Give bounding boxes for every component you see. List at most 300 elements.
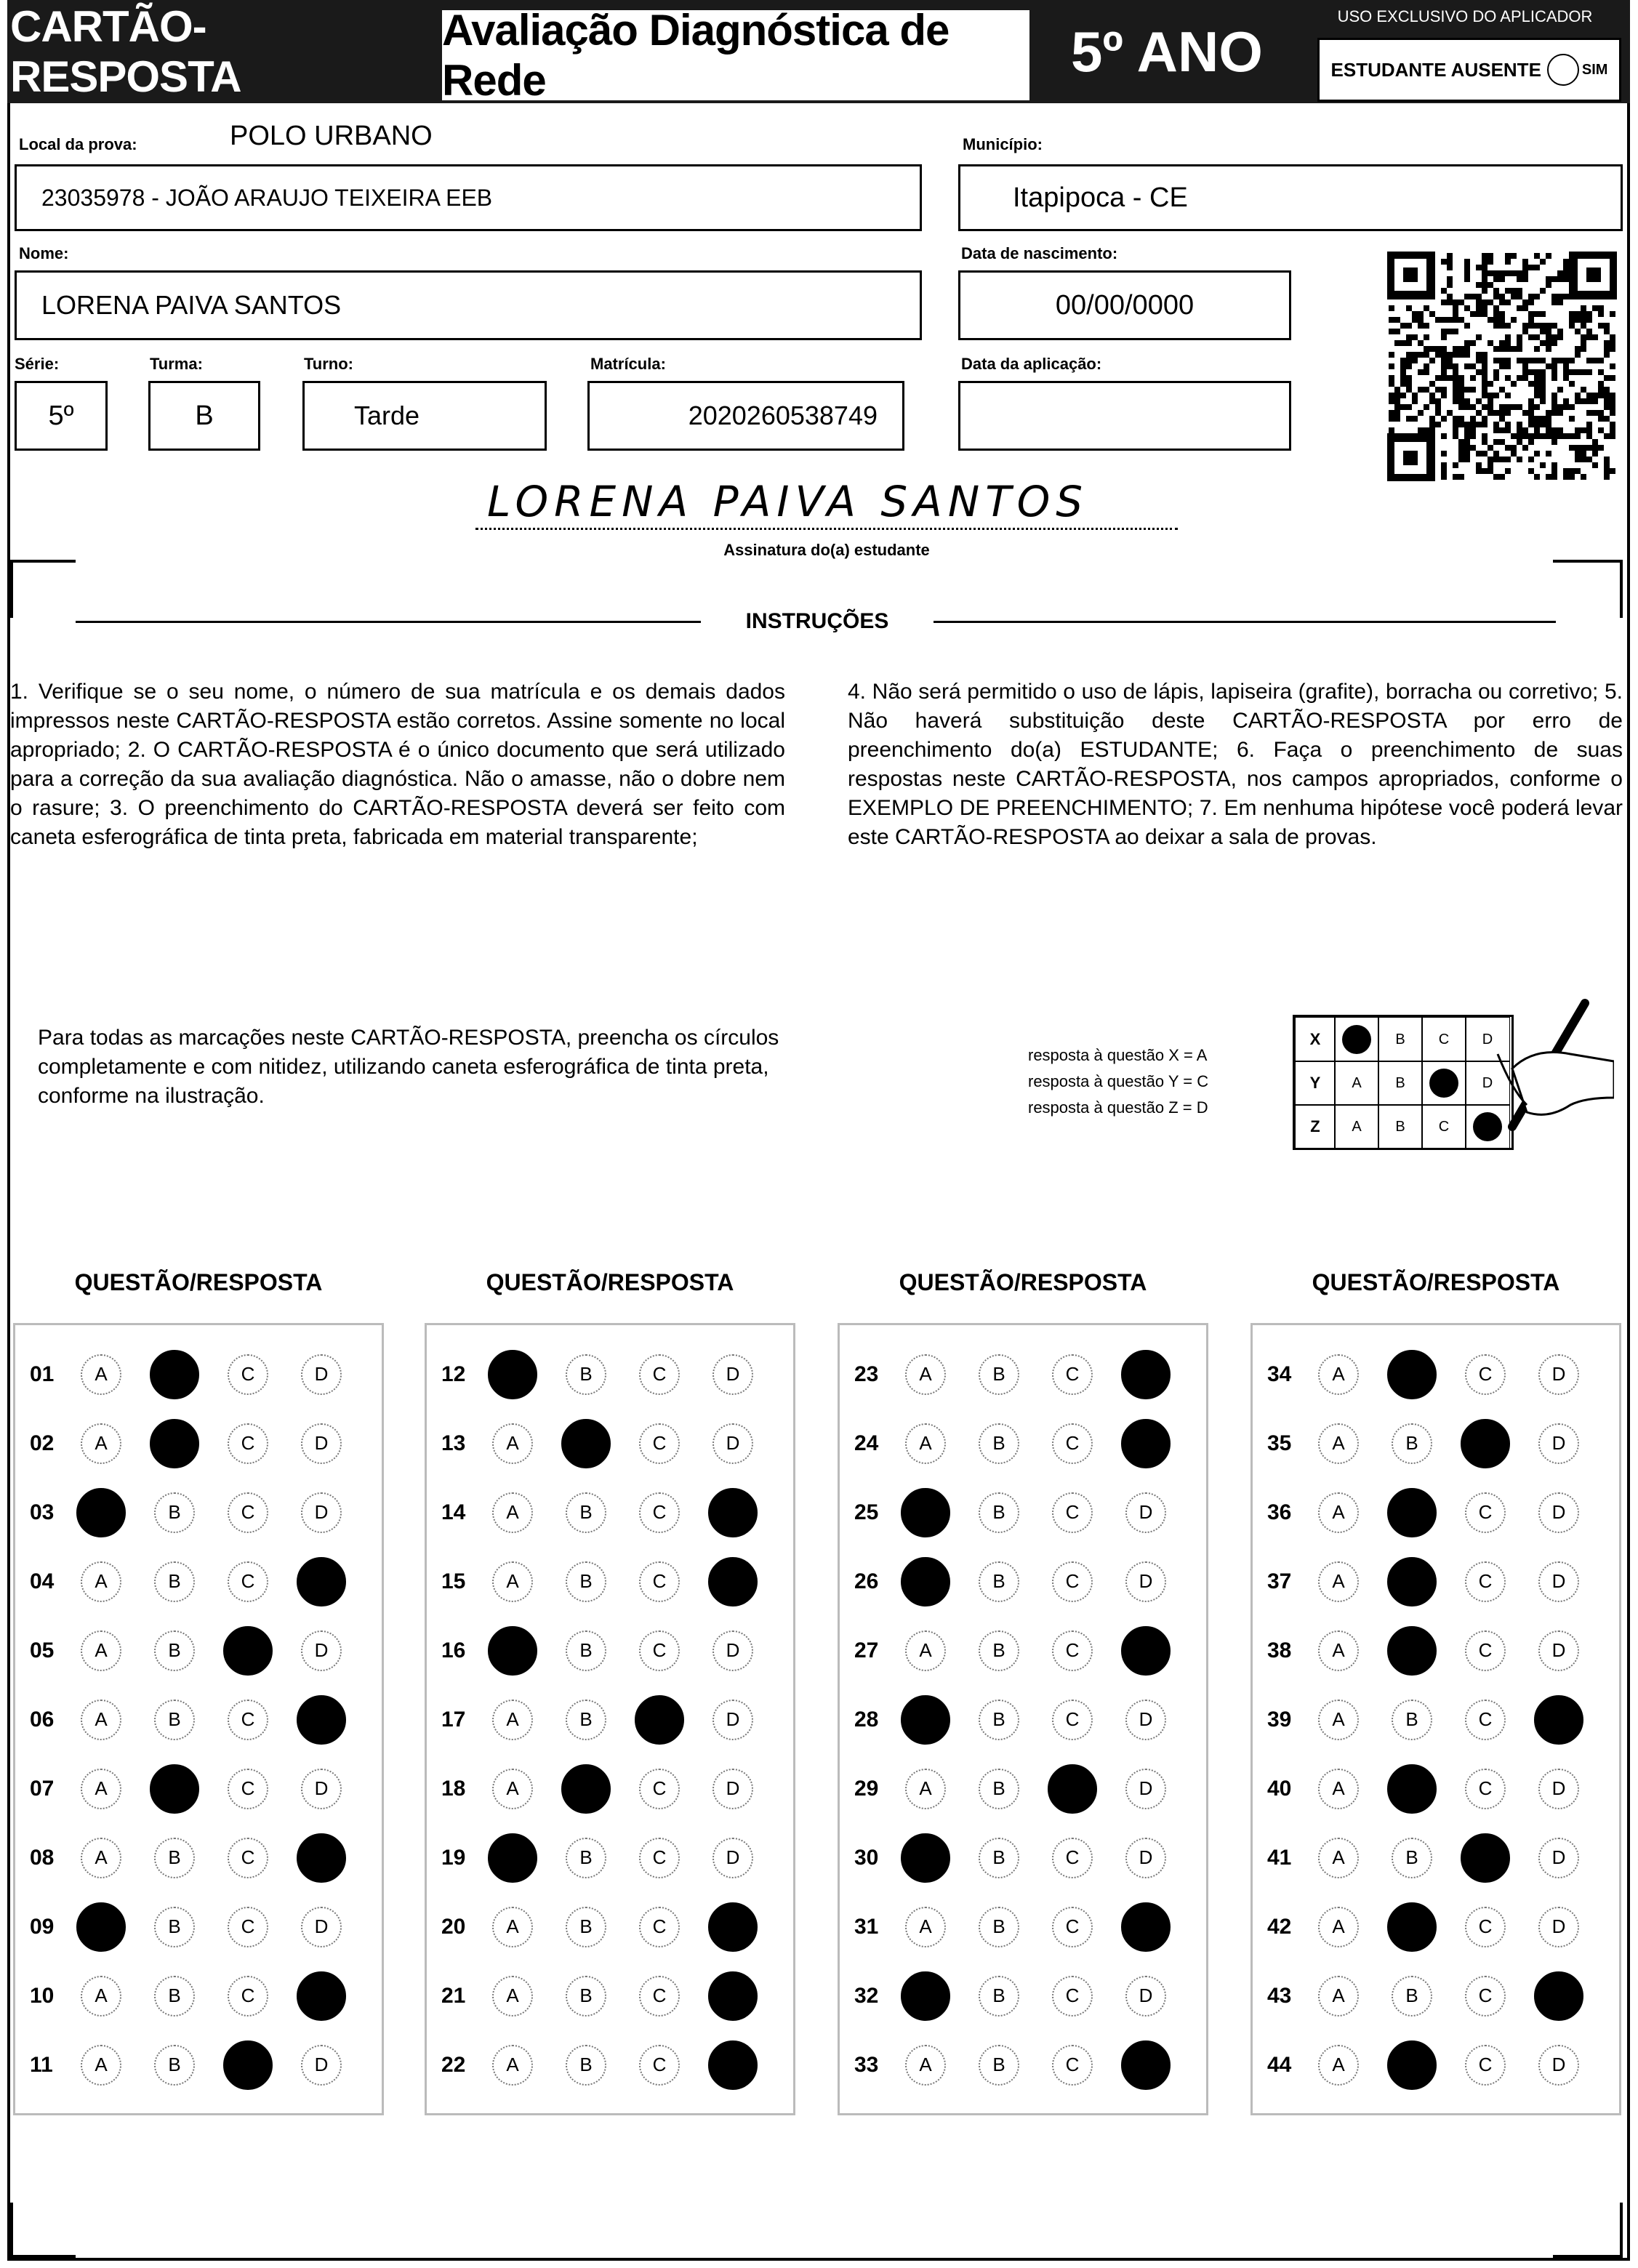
answer-bubble-a[interactable]: A — [1318, 1700, 1359, 1740]
answer-bubble-c[interactable]: C — [639, 1354, 680, 1395]
answer-bubble-a[interactable]: A — [1318, 2045, 1359, 2086]
serie-value: 5º — [48, 400, 74, 431]
answer-bubble-b[interactable] — [1387, 2040, 1437, 2090]
question-row — [1253, 1547, 1619, 1616]
answer-bubble-b[interactable]: B — [566, 1838, 606, 1878]
answer-bubble-a[interactable]: A — [492, 2045, 533, 2086]
signature-label: Assinatura do(a) estudante — [723, 541, 930, 559]
answer-bubble-b[interactable]: B — [979, 1561, 1019, 1602]
question-row — [1253, 1823, 1619, 1892]
answer-bubble-b[interactable]: B — [154, 1492, 195, 1533]
answer-bubble-a[interactable]: A — [492, 1700, 533, 1740]
question-row — [840, 2030, 1206, 2099]
question-row — [15, 1340, 382, 1409]
answer-bubble-b[interactable]: B — [154, 1700, 195, 1740]
answer-bubble-a[interactable]: A — [1318, 1561, 1359, 1602]
question-number: 11 — [30, 2052, 53, 2077]
serie-label: Série: — [15, 355, 60, 373]
question-row — [15, 1892, 382, 1961]
answer-bubble-d[interactable]: D — [1538, 1561, 1579, 1602]
answer-bubble-b[interactable] — [561, 1764, 611, 1814]
answer-bubble-d[interactable]: D — [301, 1630, 342, 1671]
question-row — [1253, 1616, 1619, 1685]
answer-bubble-d[interactable] — [1121, 2040, 1171, 2090]
answer-bubble-d[interactable] — [297, 1833, 346, 1883]
question-number: 13 — [441, 1431, 466, 1455]
corner-mark-bottom-right — [1553, 2203, 1623, 2258]
answer-bubble-b[interactable]: B — [979, 1838, 1019, 1878]
answer-bubble-a[interactable]: A — [1318, 1630, 1359, 1671]
answer-bubble-b[interactable]: B — [154, 1561, 195, 1602]
answer-bubble-c[interactable]: C — [1052, 1700, 1093, 1740]
answer-bubble-d[interactable]: D — [1538, 1907, 1579, 1947]
nome-field — [15, 270, 922, 340]
qr-code — [1387, 252, 1617, 481]
question-number: 39 — [1267, 1707, 1292, 1732]
answer-bubble-c[interactable]: C — [1052, 1354, 1093, 1395]
question-number: 15 — [441, 1569, 466, 1593]
answer-bubble-d[interactable] — [708, 1971, 758, 2021]
answer-bubble-c[interactable] — [1048, 1764, 1097, 1814]
answer-bubble-c[interactable] — [223, 1626, 273, 1676]
answer-bubble-b[interactable] — [150, 1350, 199, 1399]
answer-bubble-d[interactable] — [708, 1902, 758, 1952]
answer-column — [13, 1323, 384, 2115]
answer-bubble-b[interactable] — [150, 1764, 199, 1814]
question-row — [840, 1685, 1206, 1754]
answer-bubble-c[interactable] — [1461, 1833, 1510, 1883]
example-option-c: C — [1421, 1104, 1466, 1149]
answer-bubble-a[interactable]: A — [905, 1630, 946, 1671]
answer-bubble-c[interactable]: C — [639, 1423, 680, 1464]
school-field — [15, 164, 922, 231]
answer-bubble-a[interactable] — [901, 1971, 950, 2021]
question-number: 17 — [441, 1707, 466, 1732]
answer-bubble-d[interactable] — [297, 1695, 346, 1745]
example-row-label: X — [1295, 1017, 1336, 1062]
answer-bubble-b[interactable]: B — [154, 1630, 195, 1671]
answer-bubble-a[interactable] — [76, 1902, 126, 1952]
example-option-d: D — [1465, 1061, 1510, 1106]
answer-bubble-b[interactable] — [1387, 1557, 1437, 1606]
answer-bubble-d[interactable]: D — [712, 1354, 753, 1395]
answer-bubble-c[interactable]: C — [1465, 1907, 1506, 1947]
question-number: 27 — [854, 1638, 879, 1662]
question-row — [840, 1892, 1206, 1961]
question-row — [1253, 1961, 1619, 2030]
answer-bubble-b[interactable]: B — [1392, 1700, 1432, 1740]
question-number: 18 — [441, 1776, 466, 1801]
question-row — [15, 1616, 382, 1685]
signature-line — [475, 528, 1178, 530]
answer-bubble-b[interactable]: B — [979, 1907, 1019, 1947]
school-value: 23035978 - JOÃO ARAUJO TEIXEIRA EEB — [41, 184, 493, 211]
aplicacao-label: Data da aplicação: — [961, 355, 1102, 373]
answer-bubble-b[interactable]: B — [979, 1354, 1019, 1395]
answer-bubble-c[interactable]: C — [228, 1354, 268, 1395]
answer-bubble-c[interactable]: C — [228, 1561, 268, 1602]
question-number: 23 — [854, 1362, 879, 1386]
answer-bubble-c[interactable]: C — [1052, 1492, 1093, 1533]
nascimento-value: 00/00/0000 — [1055, 289, 1195, 321]
example-option-a: A — [1334, 1061, 1379, 1106]
answer-bubble-a[interactable]: A — [492, 1423, 533, 1464]
answer-bubble-b[interactable]: B — [979, 1492, 1019, 1533]
answer-bubble-b[interactable]: B — [1392, 1976, 1432, 2016]
question-number: 32 — [854, 1983, 879, 2008]
answer-bubble-d[interactable]: D — [1538, 1354, 1579, 1395]
answer-bubble-b[interactable]: B — [154, 1976, 195, 2016]
answer-bubble-b[interactable] — [1387, 1626, 1437, 1676]
answer-bubble-c[interactable]: C — [1465, 1492, 1506, 1533]
answer-bubble-a[interactable]: A — [905, 1907, 946, 1947]
question-row — [840, 1754, 1206, 1823]
answer-bubble-d[interactable]: D — [301, 1492, 342, 1533]
answer-bubble-c[interactable] — [223, 2040, 273, 2090]
question-number: 14 — [441, 1500, 466, 1524]
answer-bubble-c[interactable]: C — [639, 1976, 680, 2016]
answer-bubble-c[interactable]: C — [1465, 2045, 1506, 2086]
instr-rule-left — [76, 621, 701, 623]
answer-bubble-b[interactable]: B — [566, 1630, 606, 1671]
question-row — [1253, 1478, 1619, 1547]
answer-column-header: QUESTÃO/RESPOSTA — [486, 1269, 734, 1295]
answer-bubble-d[interactable] — [1534, 1971, 1583, 2021]
aplicacao-field[interactable] — [958, 381, 1291, 451]
answer-bubble-d[interactable] — [1121, 1902, 1171, 1952]
answer-bubble-d[interactable] — [1121, 1626, 1171, 1676]
legend-y: resposta à questão Y = C — [1028, 1072, 1209, 1090]
answer-bubble-c[interactable]: C — [228, 1769, 268, 1809]
question-number: 21 — [441, 1983, 466, 2008]
legend-z: resposta à questão Z = D — [1028, 1098, 1208, 1117]
question-number: 12 — [441, 1362, 466, 1386]
question-number: 37 — [1267, 1569, 1292, 1593]
question-row — [1253, 2030, 1619, 2099]
answer-bubble-c[interactable]: C — [228, 1492, 268, 1533]
question-row — [427, 1340, 793, 1409]
answer-bubble-c[interactable]: C — [228, 1423, 268, 1464]
answer-bubble-b[interactable]: B — [979, 2045, 1019, 2086]
question-number: 28 — [854, 1707, 879, 1732]
answer-bubble-b[interactable]: B — [566, 1561, 606, 1602]
answer-bubble-a[interactable]: A — [81, 1976, 121, 2016]
answer-bubble-a[interactable]: A — [81, 1354, 121, 1395]
question-number: 08 — [30, 1845, 55, 1870]
answer-bubble-d[interactable]: D — [712, 1630, 753, 1671]
instructions-left: 1. Verifique se o seu nome, o número de sua matrícula e os demais dados impressos neste CARTÃO-RESPOSTA estão corretos. Assine somente no local apropriado; 2. O CARTÃO-RESPOSTA é o único documento que será utilizado para a correção da sua avaliação diagnóstica. Não o amasse, não o dobre nem o rasure; 3. O preenchimento do CARTÃO-RESPOSTA deverá ser feito com caneta esferográfica de tinta preta, fabricada em material transparente; — [10, 680, 785, 849]
example-option-b: B — [1378, 1017, 1423, 1062]
answer-bubble-d[interactable]: D — [301, 1907, 342, 1947]
turma-value: B — [195, 400, 214, 431]
answer-bubble-d[interactable]: D — [301, 2045, 342, 2086]
municipio-value: Itapipoca - CE — [1013, 182, 1188, 213]
example-row-label: Z — [1295, 1104, 1336, 1149]
question-number: 16 — [441, 1638, 466, 1662]
answer-bubble-a[interactable] — [488, 1833, 537, 1883]
answer-bubble-b[interactable]: B — [979, 1976, 1019, 2016]
answer-bubble-d[interactable]: D — [712, 1700, 753, 1740]
answer-bubble-b[interactable]: B — [1392, 1423, 1432, 1464]
question-number: 34 — [1267, 1362, 1292, 1386]
answer-bubble-c[interactable] — [635, 1695, 684, 1745]
answer-bubble-a[interactable]: A — [1318, 1907, 1359, 1947]
example-filled-bubble — [1429, 1069, 1458, 1098]
question-row — [427, 1685, 793, 1754]
question-row — [840, 1961, 1206, 2030]
answer-bubble-a[interactable]: A — [1318, 1354, 1359, 1395]
applicator-label: USO EXCLUSIVO DO APLICADOR — [1337, 7, 1593, 25]
matricula-value: 2020260538749 — [688, 401, 878, 430]
question-number: 43 — [1267, 1983, 1292, 2008]
answer-bubble-d[interactable]: D — [301, 1423, 342, 1464]
answer-bubble-c[interactable] — [1461, 1419, 1510, 1468]
example-text: Para todas as marcações neste CARTÃO-RESPOSTA, preencha os círculos completamente e com nitidez, utilizando caneta esferográfica de tinta preta, conforme na ilustração. — [38, 1026, 779, 1108]
answer-bubble-b[interactable]: B — [154, 2045, 195, 2086]
example-row-label: Y — [1295, 1061, 1336, 1106]
nascimento-field — [958, 270, 1291, 340]
answer-bubble-a[interactable]: A — [905, 1354, 946, 1395]
answer-bubble-d[interactable] — [297, 1971, 346, 2021]
answer-bubble-c[interactable]: C — [639, 1838, 680, 1878]
example-option-b: B — [1378, 1104, 1423, 1149]
answer-bubble-c[interactable]: C — [1052, 1630, 1093, 1671]
answer-bubble-c[interactable]: C — [639, 1492, 680, 1533]
matricula-label: Matrícula: — [590, 355, 666, 373]
answer-bubble-c[interactable]: C — [1052, 1907, 1093, 1947]
answer-bubble-b[interactable]: B — [566, 1907, 606, 1947]
answer-bubble-b[interactable]: B — [566, 1700, 606, 1740]
legend-x: resposta à questão X = A — [1028, 1046, 1208, 1064]
answer-bubble-d[interactable]: D — [301, 1354, 342, 1395]
answer-bubble-c[interactable]: C — [1465, 1354, 1506, 1395]
answer-bubble-a[interactable]: A — [492, 1976, 533, 2016]
example-option-d: D — [1465, 1017, 1510, 1062]
example-filled-bubble — [1342, 1025, 1371, 1054]
answer-bubble-d[interactable] — [1121, 1350, 1171, 1399]
answer-bubble-b[interactable]: B — [566, 1354, 606, 1395]
answer-bubble-d[interactable]: D — [712, 1769, 753, 1809]
corner-mark-bottom-left — [10, 2203, 76, 2258]
turno-label: Turno: — [304, 355, 354, 373]
question-row — [1253, 1685, 1619, 1754]
question-row — [427, 1823, 793, 1892]
answer-bubble-c[interactable]: C — [1052, 1423, 1093, 1464]
answer-bubble-d[interactable]: D — [1538, 1838, 1579, 1878]
question-number: 24 — [854, 1431, 879, 1455]
answer-bubble-d[interactable]: D — [301, 1769, 342, 1809]
question-number: 41 — [1267, 1845, 1292, 1870]
question-number: 25 — [854, 1500, 879, 1524]
answer-bubble-c[interactable]: C — [639, 2045, 680, 2086]
answer-bubble-d[interactable]: D — [1125, 1700, 1166, 1740]
answer-bubble-a[interactable] — [901, 1488, 950, 1537]
question-number: 35 — [1267, 1431, 1292, 1455]
turma-field — [148, 381, 260, 451]
answer-bubble-d[interactable]: D — [1538, 1630, 1579, 1671]
answer-bubble-a[interactable] — [76, 1488, 126, 1537]
answer-bubble-d[interactable]: D — [1125, 1561, 1166, 1602]
answer-bubble-a[interactable]: A — [1318, 1838, 1359, 1878]
answer-bubble-d[interactable]: D — [1538, 1769, 1579, 1809]
answer-bubble-d[interactable] — [708, 1557, 758, 1606]
answer-bubble-c[interactable]: C — [639, 1907, 680, 1947]
question-row — [840, 1409, 1206, 1478]
example-option-a: A — [1334, 1104, 1379, 1149]
answer-bubble-b[interactable]: B — [979, 1423, 1019, 1464]
answer-bubble-c[interactable]: C — [1465, 1630, 1506, 1671]
question-row — [15, 1685, 382, 1754]
question-row — [427, 1478, 793, 1547]
answer-column-header: QUESTÃO/RESPOSTA — [899, 1269, 1147, 1295]
answer-bubble-c[interactable]: C — [1465, 1976, 1506, 2016]
exam-title: Avaliação Diagnóstica de Rede — [442, 10, 1029, 100]
answer-bubble-c[interactable]: C — [228, 1838, 268, 1878]
answer-bubble-d[interactable]: D — [712, 1838, 753, 1878]
answer-bubble-a[interactable] — [901, 1557, 950, 1606]
question-row — [427, 1961, 793, 2030]
answer-bubble-d[interactable]: D — [1538, 1492, 1579, 1533]
answer-bubble-a[interactable]: A — [1318, 1423, 1359, 1464]
answer-bubble-c[interactable]: C — [639, 1561, 680, 1602]
answer-bubble-c[interactable]: C — [1052, 1976, 1093, 2016]
answer-bubble-d[interactable] — [1534, 1695, 1583, 1745]
answer-bubble-d[interactable] — [708, 2040, 758, 2090]
answer-bubble-c[interactable]: C — [1052, 2045, 1093, 2086]
answer-bubble-a[interactable]: A — [81, 1630, 121, 1671]
question-number: 01 — [30, 1362, 55, 1386]
answer-bubble-b[interactable]: B — [154, 1907, 195, 1947]
question-number: 30 — [854, 1845, 879, 1870]
question-row — [427, 1616, 793, 1685]
turma-label: Turma: — [150, 355, 203, 373]
answer-bubble-d[interactable]: D — [1125, 1492, 1166, 1533]
turno-field — [302, 381, 547, 451]
question-row — [840, 1547, 1206, 1616]
answer-column — [1250, 1323, 1621, 2115]
answer-bubble-d[interactable]: D — [1125, 1976, 1166, 2016]
question-number: 22 — [441, 2052, 466, 2077]
question-row — [1253, 1754, 1619, 1823]
answer-bubble-d[interactable]: D — [712, 1423, 753, 1464]
answer-bubble-b[interactable]: B — [566, 2045, 606, 2086]
answer-bubble-a[interactable] — [901, 1695, 950, 1745]
answer-bubble-c[interactable]: C — [1465, 1769, 1506, 1809]
question-row — [427, 2030, 793, 2099]
answer-bubble-a[interactable] — [901, 1833, 950, 1883]
question-number: 02 — [30, 1431, 55, 1455]
answer-bubble-b[interactable] — [1387, 1902, 1437, 1952]
answer-bubble-b[interactable]: B — [979, 1769, 1019, 1809]
question-number: 10 — [30, 1983, 55, 2008]
question-row — [15, 1547, 382, 1616]
instructions-title: INSTRUÇÕES — [745, 609, 889, 633]
corner-mark-top-right — [1553, 560, 1623, 618]
answer-bubble-b[interactable] — [561, 1419, 611, 1468]
answer-bubble-c[interactable]: C — [1052, 1838, 1093, 1878]
answer-bubble-a[interactable]: A — [492, 1492, 533, 1533]
answer-bubble-b[interactable]: B — [566, 1976, 606, 2016]
answer-bubble-c[interactable]: C — [228, 1907, 268, 1947]
question-number: 04 — [30, 1569, 55, 1593]
answer-bubble-b[interactable]: B — [1392, 1838, 1432, 1878]
answer-bubble-b[interactable] — [1387, 1488, 1437, 1537]
answer-bubble-a[interactable]: A — [905, 2045, 946, 2086]
answer-bubble-a[interactable]: A — [81, 2045, 121, 2086]
question-number: 06 — [30, 1707, 55, 1732]
question-number: 31 — [854, 1914, 879, 1939]
answer-bubble-a[interactable]: A — [905, 1769, 946, 1809]
question-number: 19 — [441, 1845, 466, 1870]
absent-bubble[interactable] — [1547, 54, 1579, 86]
answer-bubble-a[interactable]: A — [1318, 1769, 1359, 1809]
question-number: 40 — [1267, 1776, 1292, 1801]
nascimento-label: Data de nascimento: — [961, 244, 1118, 262]
answer-bubble-d[interactable]: D — [1538, 2045, 1579, 2086]
answer-bubble-d[interactable] — [708, 1488, 758, 1537]
answer-bubble-a[interactable]: A — [81, 1769, 121, 1809]
answer-column-header: QUESTÃO/RESPOSTA — [1312, 1269, 1560, 1295]
corner-mark-top-left — [10, 560, 76, 618]
question-number: 03 — [30, 1500, 55, 1524]
answer-bubble-c[interactable]: C — [1465, 1561, 1506, 1602]
answer-bubble-a[interactable]: A — [81, 1561, 121, 1602]
answer-bubble-b[interactable] — [1387, 1764, 1437, 1814]
question-number: 05 — [30, 1638, 55, 1662]
answer-bubble-a[interactable]: A — [492, 1907, 533, 1947]
answer-bubble-b[interactable]: B — [979, 1630, 1019, 1671]
answer-bubble-c[interactable]: C — [639, 1630, 680, 1671]
answer-bubble-c[interactable]: C — [228, 1976, 268, 2016]
answer-bubble-a[interactable]: A — [905, 1423, 946, 1464]
answer-bubble-d[interactable]: D — [1125, 1838, 1166, 1878]
answer-bubble-b[interactable]: B — [154, 1838, 195, 1878]
answer-bubble-d[interactable]: D — [1538, 1423, 1579, 1464]
question-row — [840, 1616, 1206, 1685]
nome-value: LORENA PAIVA SANTOS — [41, 290, 342, 320]
answer-bubble-a[interactable]: A — [81, 1700, 121, 1740]
answer-bubble-c[interactable]: C — [1052, 1561, 1093, 1602]
answer-bubble-c[interactable]: C — [639, 1769, 680, 1809]
answer-bubble-a[interactable]: A — [1318, 1976, 1359, 2016]
answer-bubble-d[interactable]: D — [1125, 1769, 1166, 1809]
question-number: 36 — [1267, 1500, 1292, 1524]
answer-bubble-c[interactable]: C — [228, 1700, 268, 1740]
answer-bubble-a[interactable]: A — [492, 1769, 533, 1809]
question-row — [840, 1340, 1206, 1409]
answer-bubble-c[interactable]: C — [1465, 1700, 1506, 1740]
municipio-field — [958, 164, 1623, 231]
answer-bubble-d[interactable] — [297, 1557, 346, 1606]
answer-bubble-a[interactable]: A — [81, 1838, 121, 1878]
question-row — [1253, 1340, 1619, 1409]
answer-column — [425, 1323, 795, 2115]
answer-bubble-a[interactable] — [488, 1626, 537, 1676]
answer-bubble-b[interactable]: B — [566, 1492, 606, 1533]
answer-bubble-b[interactable] — [1387, 1350, 1437, 1399]
answer-bubble-a[interactable]: A — [81, 1423, 121, 1464]
signature-handwriting: LORENA PAIVA SANTOS — [487, 477, 1089, 526]
question-number: 44 — [1267, 2052, 1292, 2077]
answer-bubble-a[interactable] — [488, 1350, 537, 1399]
answer-bubble-b[interactable]: B — [979, 1700, 1019, 1740]
answer-bubble-d[interactable] — [1121, 1419, 1171, 1468]
answer-bubble-a[interactable]: A — [1318, 1492, 1359, 1533]
answer-bubble-b[interactable] — [150, 1419, 199, 1468]
question-row — [427, 1892, 793, 1961]
example-option-c: C — [1421, 1017, 1466, 1062]
answer-bubble-a[interactable]: A — [492, 1561, 533, 1602]
